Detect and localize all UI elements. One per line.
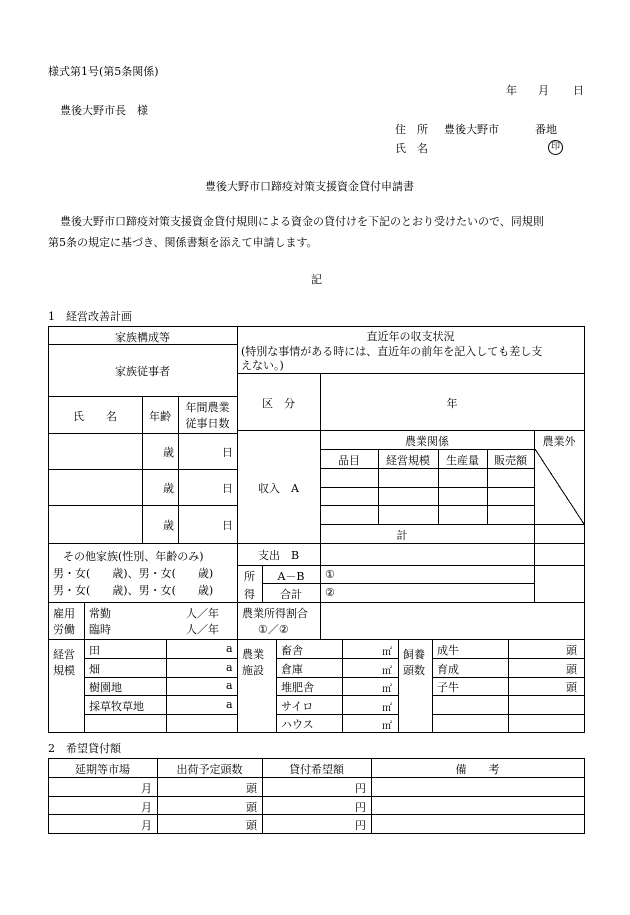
address-suffix: 番地	[535, 123, 557, 136]
address-label: 住 所	[395, 123, 428, 136]
employment-label-1: 雇用	[53, 607, 75, 620]
mgmt-scale-label-1: 経営	[53, 648, 75, 661]
addressee: 豊後大野市長 様	[60, 104, 148, 117]
facility-barn: 畜舎	[281, 644, 303, 657]
land-pasture: 採草牧草地	[89, 700, 144, 713]
unit-m2: ㎡	[382, 684, 392, 695]
expense-b-label: 支出 B	[257, 549, 300, 562]
col-loan-amount: 貸付希望額	[289, 763, 344, 776]
unit-head: 頭	[246, 819, 257, 832]
family-composition-header: 家族構成等	[115, 331, 170, 344]
temporary-unit: 人／年	[186, 623, 219, 636]
other-family-row-2: 男・女( 歳)、男・女( 歳)	[53, 584, 214, 597]
unit-a: a	[226, 661, 233, 674]
date-day: 日	[573, 84, 584, 97]
document-title: 豊後大野市口蹄疫対策支援資金貸付申請書	[205, 180, 414, 193]
facility-silo: サイロ	[281, 700, 314, 713]
family-workers-label: 家族従事者	[115, 365, 170, 378]
other-family-label: その他家族(性別、年齢のみ)	[63, 550, 204, 563]
income-label-1: 所	[244, 570, 255, 583]
name-label: 氏 名	[395, 142, 428, 155]
section2-heading: 2 希望貸付額	[48, 742, 121, 755]
age-unit: 歳	[163, 446, 174, 459]
circle-2-marker: ②	[325, 586, 335, 599]
income-status-note-2: えない。)	[241, 359, 284, 372]
facility-compost: 堆肥舎	[281, 681, 314, 694]
col-days-line2: 従事日数	[185, 417, 230, 430]
age-unit: 歳	[163, 482, 174, 495]
income-a-label: 収入 A	[258, 482, 299, 495]
col-production: 生産量	[446, 454, 479, 467]
livestock-growing: 育成	[437, 663, 459, 676]
col-name: 氏 名	[73, 410, 117, 423]
unit-m2: ㎡	[382, 703, 392, 714]
day-unit: 日	[222, 482, 233, 495]
unit-m2: ㎡	[382, 721, 392, 732]
unit-month: 月	[141, 801, 152, 814]
unit-month: 月	[141, 819, 152, 832]
unit-a: a	[226, 642, 233, 655]
income-status-title: 直近年の収支状況	[366, 330, 455, 343]
year-label: 年	[446, 397, 458, 410]
circle-1-marker: ①	[325, 568, 335, 581]
unit-m2: ㎡	[382, 647, 392, 658]
non-farm-header: 農業外	[542, 435, 576, 448]
category-label: 区 分	[262, 397, 295, 410]
facility-greenhouse: ハウス	[281, 718, 314, 731]
livestock-label-1: 飼養	[403, 648, 425, 661]
income-label-2: 得	[244, 588, 255, 601]
mgmt-scale-label-2: 規模	[53, 664, 75, 677]
col-item: 品目	[338, 454, 360, 467]
col-shipment-heads: 出荷予定頭数	[176, 763, 243, 776]
facility-label-1: 農業	[242, 648, 264, 661]
age-unit: 歳	[163, 519, 174, 532]
col-age: 年齢	[149, 410, 171, 423]
col-days-line1: 年間農業	[185, 401, 230, 414]
unit-head: 頭	[566, 644, 577, 657]
land-field: 畑	[89, 663, 100, 676]
unit-yen: 円	[355, 801, 366, 814]
date-month: 月	[538, 84, 549, 97]
other-family-row-1: 男・女( 歳)、男・女( 歳)	[53, 567, 214, 580]
unit-m2: ㎡	[382, 666, 392, 677]
regular-unit: 人／年	[186, 607, 219, 620]
facility-warehouse: 倉庫	[281, 663, 303, 676]
unit-head: 頭	[566, 663, 577, 676]
unit-a: a	[226, 679, 233, 692]
unit-head: 頭	[246, 782, 257, 795]
address-value: 豊後大野市	[444, 123, 499, 136]
livestock-calf: 子牛	[437, 681, 459, 694]
employment-label-2: 労働	[53, 623, 75, 636]
land-orchard: 樹園地	[89, 681, 122, 694]
seal-icon: 印	[548, 140, 563, 155]
unit-yen: 円	[355, 819, 366, 832]
unit-head: 頭	[566, 681, 577, 694]
livestock-label-2: 頭数	[403, 664, 425, 677]
unit-month: 月	[141, 782, 152, 795]
land-paddy: 田	[89, 644, 100, 657]
date-year: 年	[506, 84, 517, 97]
unit-a: a	[226, 698, 233, 711]
facility-label-2: 施設	[242, 664, 264, 677]
section1-heading: 1 経営改善計画	[48, 310, 132, 323]
farm-income-ratio-label: 農業所得割合	[242, 607, 308, 620]
livestock-adult: 成牛	[437, 644, 459, 657]
regular-label: 常勤	[89, 607, 111, 620]
day-unit: 日	[222, 446, 233, 459]
body-line-1: 豊後大野市口蹄疫対策支援資金貸付規則による資金の貸付けを下記のとおり受けたいので、同規則	[60, 215, 544, 228]
farm-income-ratio-formula: ①／②	[258, 623, 289, 636]
temporary-label: 臨時	[89, 623, 111, 636]
body-line-2: 第5条の規定に基づき、関係書類を添えて申請します。	[48, 236, 318, 249]
unit-head: 頭	[246, 801, 257, 814]
col-scale: 経営規模	[386, 454, 430, 467]
income-status-note-1: (特別な事情がある時には、直近年の前年を記入しても差し支	[241, 345, 543, 358]
day-unit: 日	[222, 519, 233, 532]
unit-yen: 円	[355, 782, 366, 795]
total-label: 計	[396, 529, 408, 542]
ki-label: 記	[311, 273, 322, 286]
col-remarks: 備 考	[455, 763, 500, 776]
a-minus-b-label: A－B	[277, 570, 305, 583]
farm-related-header: 農業関係	[405, 435, 449, 448]
col-sales: 販売額	[494, 454, 527, 467]
sum-label: 合計	[280, 588, 302, 601]
col-market: 延期等市場	[75, 763, 130, 776]
form-number: 様式第1号(第5条関係)	[48, 65, 159, 78]
